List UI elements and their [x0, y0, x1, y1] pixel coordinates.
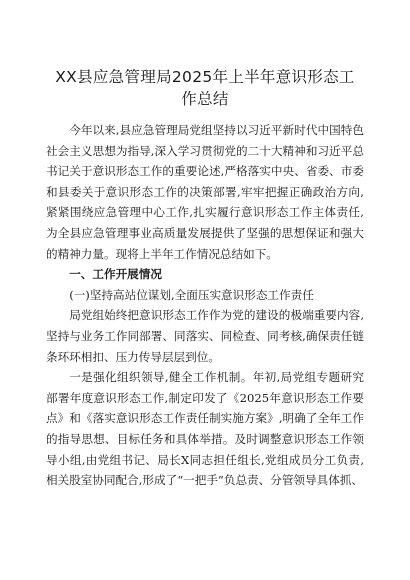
section-heading-work-status: 一、工作开展情况 [69, 267, 162, 282]
body-paragraph: 局党组始终把意识形态工作作为党的建设的极端重要内容,坚持与业务工作同部署、同落实、同检查、同考核,确保责任链条环环相扣、压力传导层层到位。 [46, 308, 364, 364]
title-line-1: XX县应急管理局2025年上半年意识形态工 [55, 68, 355, 86]
intro-paragraph: 今年以来,县应急管理局党组坚持以习近平新时代中国特色社会主义思想为指导,深入学习贯彻党的二十大精神和习近平总书记关于意识形态工作的重要论述,严格落实中央、省委、市委和县委关于意识形态工作的决策部署,牢牢把握正确政治方向,紧紧围绕应急管理中心工作,扎实履行意识形态工作主体责任,为全县应急管理事业高质量发展提供了坚强的思想保证和强大的精神力量。现将上半年工作情况总结如下。 [46, 123, 364, 261]
document-title [46, 66, 364, 110]
title-line-2: 作总结 [181, 90, 229, 108]
subsection-heading-responsibility: (一)坚持高站位谋划,全面压实意识形态工作责任 [69, 287, 314, 302]
body-paragraph: 一是强化组织领导,健全工作机制。年初,局党组专题研究部署年度意识形态工作,制定印发了《2025年意识形态工作要点》和《落实意识形态工作责任制实施方案》,明确了全年工作的指导思想、目标任务和具体举措。及时调整意识形态工作领导小组,由党组书记、局长X同志担任组长,党组成员分工负责,相关股室协同配合,形成了“一把手”负总责、分管领导具体抓、 [46, 370, 364, 488]
